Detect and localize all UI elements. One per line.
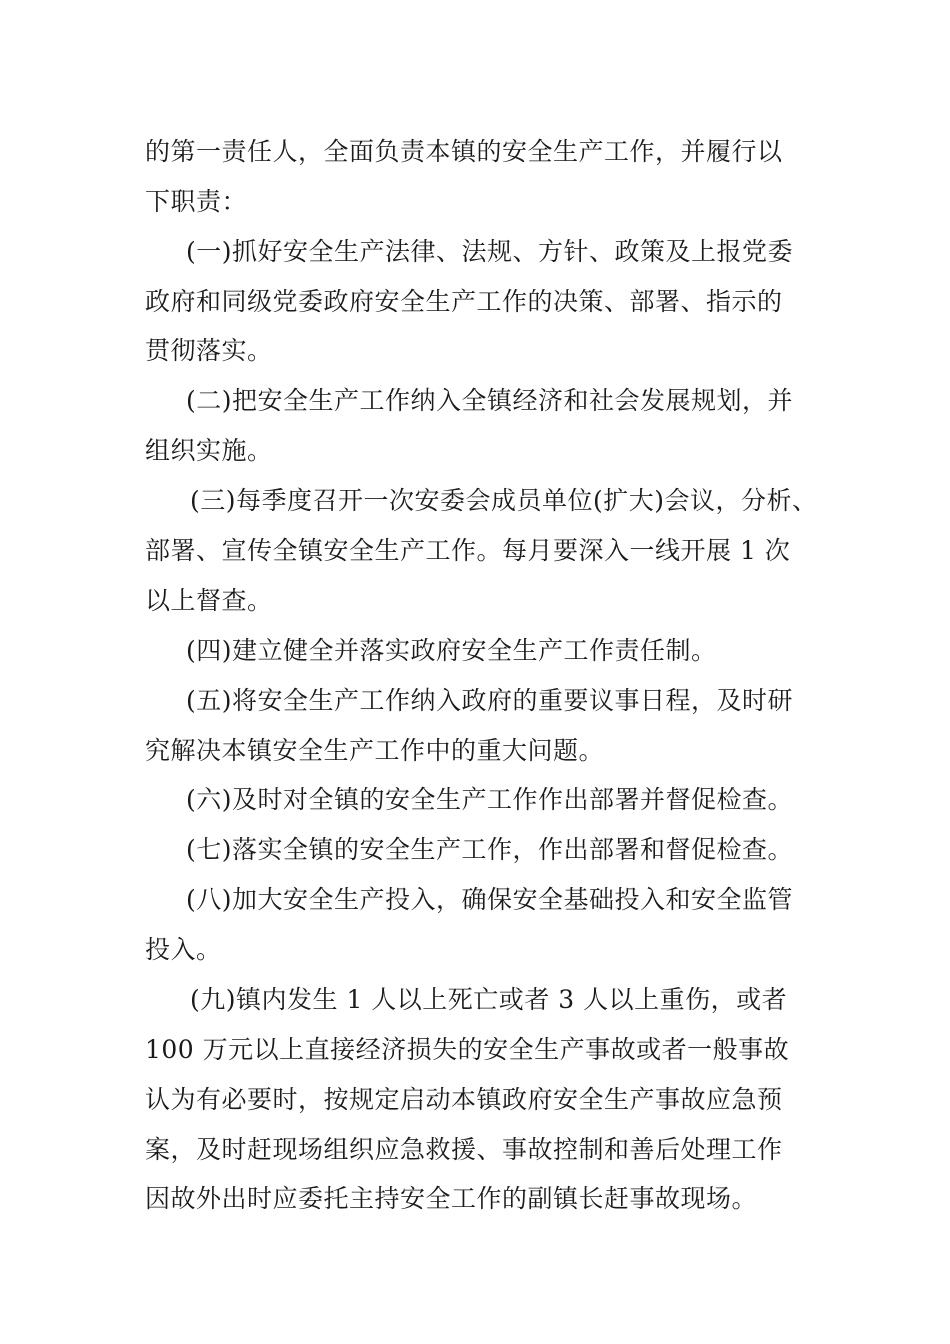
text-line-16: (八)加大安全生产投入，确保安全基础投入和安全监管 (186, 885, 794, 914)
text-line-13: 究解决本镇安全生产工作中的重大问题。 (145, 736, 605, 765)
text-line-6: (二)把安全生产工作纳入全镇经济和社会发展规划，并 (186, 386, 794, 415)
text-line-7: 组织实施。 (145, 436, 273, 465)
text-line-3: (一)抓好安全生产法律、法规、方针、政策及上报党委 (186, 237, 794, 266)
text-line-5: 贯彻落实。 (145, 336, 273, 365)
text-line-9: 部署、宣传全镇安全生产工作。每月要深入一线开展 1 次 (145, 536, 791, 565)
text-line-1: 的第一责任人，全面负责本镇的安全生产工作，并履行以 (145, 137, 783, 166)
text-line-11: (四)建立健全并落实政府安全生产工作责任制。 (186, 636, 717, 665)
text-line-2: 下职责： (145, 187, 248, 216)
text-line-15: (七)落实全镇的安全生产工作，作出部署和督促检查。 (186, 835, 794, 864)
text-line-12: (五)将安全生产工作纳入政府的重要议事日程，及时研 (186, 686, 794, 715)
text-line-4: 政府和同级党委政府安全生产工作的决策、部署、指示的 (145, 287, 783, 316)
text-line-8: (三)每季度召开一次安委会成员单位(扩大)会议，分析、 (190, 486, 818, 515)
text-line-21: 案，及时赶现场组织应急救援、事故控制和善后处理工作 (145, 1135, 783, 1164)
text-line-18: (九)镇内发生 1 人以上死亡或者 3 人以上重伤，或者 (190, 985, 788, 1014)
text-line-22: 因故外出时应委托主持安全工作的副镇长赶事故现场。 (145, 1184, 758, 1213)
text-line-19: 100 万元以上直接经济损失的安全生产事故或者一般事故 (145, 1035, 790, 1064)
text-line-10: 以上督查。 (145, 586, 273, 615)
text-line-17: 投入。 (145, 935, 222, 964)
text-line-20: 认为有必要时，按规定启动本镇政府安全生产事故应急预 (145, 1085, 783, 1114)
text-line-14: (六)及时对全镇的安全生产工作作出部署并督促检查。 (186, 785, 794, 814)
